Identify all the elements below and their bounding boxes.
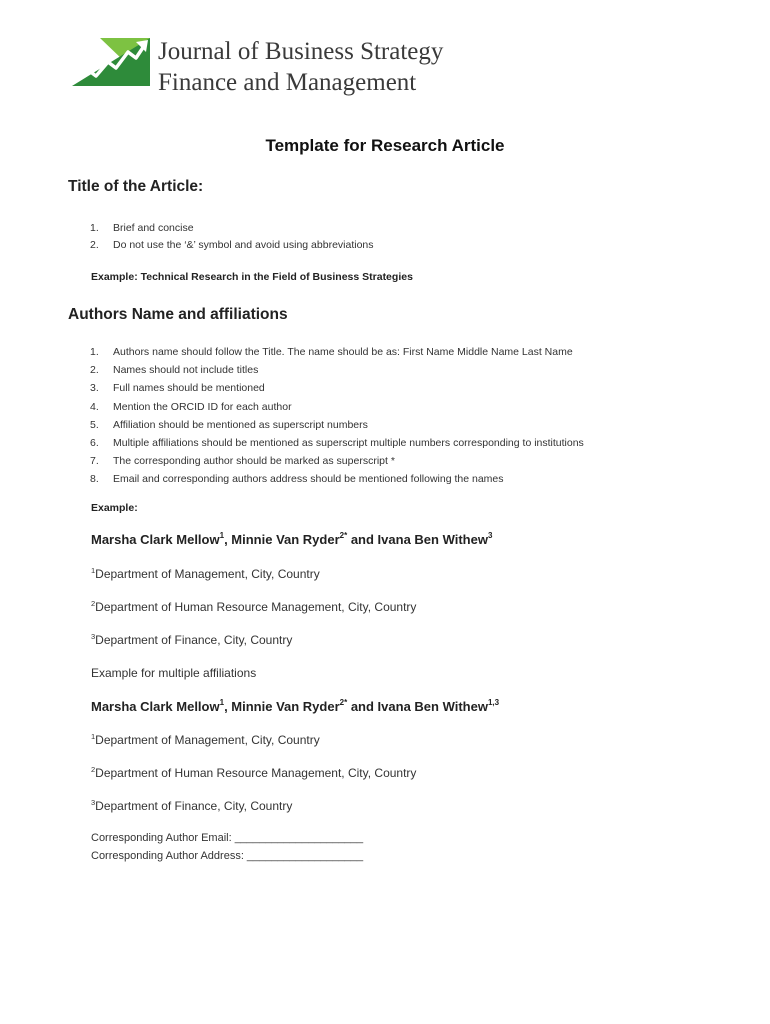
journal-name-line2: Finance and Management	[158, 69, 417, 96]
affiliation-line: $^2$Department of Human Resource Management, City, Country	[91, 599, 417, 614]
affiliation-line: $^1$Department of Management, City, Country	[91, 566, 320, 581]
authors-example-label: Example:	[91, 502, 138, 514]
corresponding-email-field: Corresponding Author Email: _____________________	[91, 832, 364, 844]
growth-chart-icon	[70, 36, 152, 92]
list-item: 6. Multiple affiliations should be mentioned as superscript multiple numbers corresponding to institutions	[90, 437, 584, 450]
journal-logo	[70, 36, 470, 102]
page-title: Template for Research Article	[265, 136, 505, 155]
corresponding-address-field: Corresponding Author Address: ___________________	[91, 850, 364, 862]
affiliation-line: $^3$Department of Finance, City, Country	[91, 798, 293, 813]
list-item: 4. Mention the ORCID ID for each author	[90, 400, 292, 413]
affiliation-line: $^2$Department of Human Resource Management, City, Country	[91, 765, 417, 780]
list-item: 8. Email and corresponding authors address should be mentioned following the names	[90, 473, 504, 486]
affiliation-line: $^1$Department of Management, City, Country	[91, 732, 320, 747]
example-authors-line-multiple: Marsha Clark Mellow$^1$, Minnie Van Ryder$^{2*}$ and Ivana Ben Withew$^{1,3}$	[91, 698, 500, 714]
journal-name-line1: Journal of Business Strategy	[158, 38, 444, 65]
list-item: 5. Affiliation should be mentioned as superscript numbers	[90, 418, 368, 431]
affiliation-line: $^3$Department of Finance, City, Country	[91, 632, 293, 647]
example-authors-line: Marsha Clark Mellow$^1$, Minnie Van Ryder$^{2*}$ and Ivana Ben Withew$^3$	[91, 531, 493, 547]
journal-name	[158, 36, 443, 98]
list-item: 2. Names should not include titles	[90, 364, 259, 377]
list-item: 3. Full names should be mentioned	[90, 382, 265, 395]
list-item: 1. Brief and concise	[90, 222, 194, 234]
authors-guidelines-list	[90, 343, 584, 489]
multiple-affiliations-label: Example for multiple affiliations	[91, 666, 257, 680]
title-section-heading: Title of the Article:	[68, 178, 204, 195]
authors-section-heading: Authors Name and affiliations	[68, 306, 288, 323]
list-item: 1. Authors name should follow the Title. The name should be as: First Name Middle Name Last Name	[90, 346, 573, 358]
title-example: Example: Technical Research in the Field of Business Strategies	[91, 271, 413, 283]
list-item: 7. The corresponding author should be marked as superscript *	[90, 455, 395, 468]
title-guidelines-list	[90, 220, 374, 253]
list-item: 2. Do not use the ‘&’ symbol and avoid using abbreviations	[90, 238, 374, 251]
